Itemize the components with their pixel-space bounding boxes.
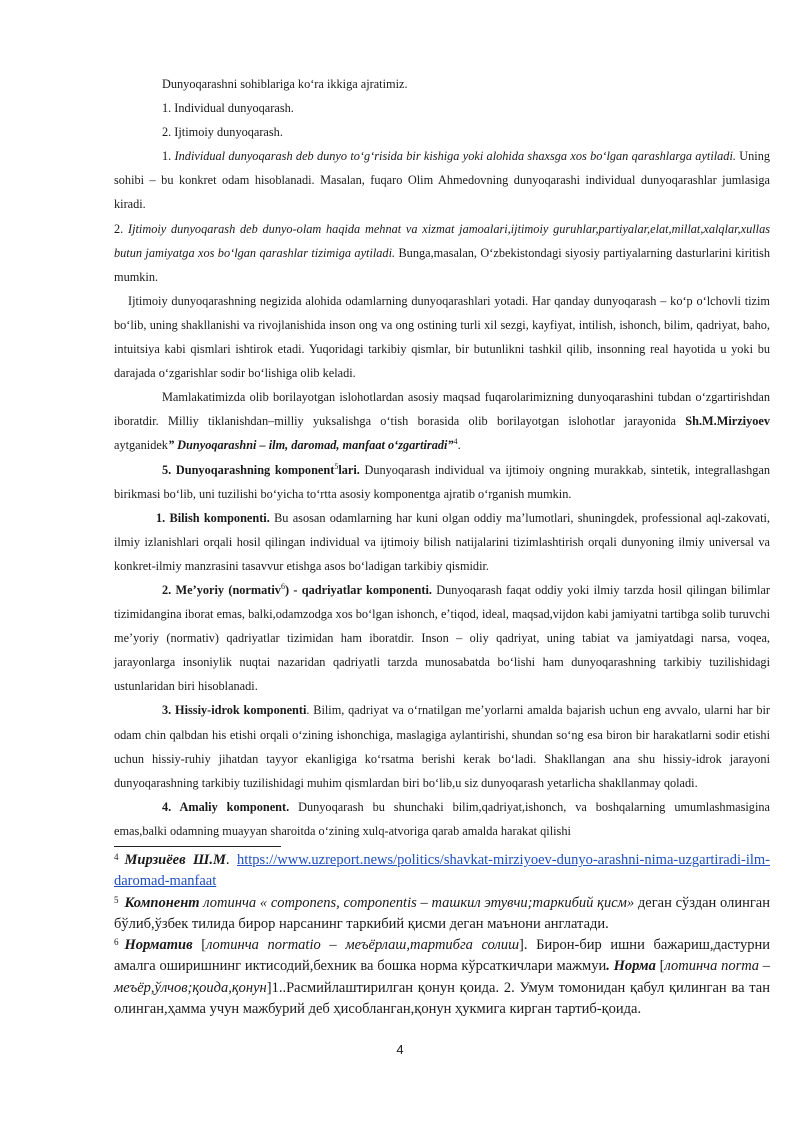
paragraph-components-heading: 5. Dunyoqarashning komponent$^5$lari. Dunyoqarash individual va ijtimoiy ongning murakkab, sintetik, integrallashgan birikmasi boʻlib, uni tuzilishi boʻyicha toʻrtta asosiy komponentga ajratib oʻrganish mumkin. <box>114 461 771 501</box>
footnote-divider <box>114 846 281 847</box>
list-item-individual: 1. Individual dunyoqarash. <box>162 101 294 116</box>
component-heading-cognitive: 1. Bilish komponenti. <box>156 510 270 525</box>
component-heading-emotional: 3. Hissiy-idrok komponenti <box>162 703 307 718</box>
paragraph-practical-component: 4. Amaliy komponent. Dunyoqarash bu shunchaki bilim,qadriyat,ishonch, va boshqalarning umumlashmasigina emas,balki odamning muayyan sharoitda oʻzining xulq-atvoriga qarab amalda harakat qilishi <box>114 799 770 838</box>
footnote-author: Мирзиёев Ш.М <box>124 852 226 868</box>
paragraph-normative-component: 2. Meʼyoriy (normativ$^6$) - qadriyatlar komponenti. Dunyoqarash faqat oddiy yoki ilmiy tarzda hosil qilingan bilimlar tizimidangina iborat emas, balki,odamzodga xos boʻlgan ishonch, eʼtiqod, ideal, maqsad,vijdon kabi jamiyatni tartibga solib turuvchi meʼyoriy (normativ) qadriyatlar tizimidan ham iboratdir. Inson – oliy qadriyat, uning tabiat va jamiyatdagi narsa, voqea, jarayonlarga insoniylik nuqtai nazaridan qadriyatli tarzda munosabatda boʻlishi ham dunyoqarashning tarkibiy tuzilishidagi ustunlaridan biri hisoblanadi. <box>114 581 771 694</box>
section-heading: 5. Dunyoqarashning komponent <box>162 462 335 477</box>
definition-social: Ijtimoiy dunyoqarash deb dunyo-olam haqida mehnat va xizmat jamoalari,ijtimoiy guruhlar,partiyalar,elat,millat,xalqlar,xullas butun jamiyatga xos boʻlgan qarashlar tizimiga aytiladi. <box>114 221 771 260</box>
footnote-link[interactable]: https://www.uzreport.news/politics/shavkat-mirziyoev-dunyo-arashni-nima-uzgartiradi-ilm-daromad-manfaat <box>114 852 770 890</box>
footnote-5: $^5$ Компонент лотинча « componens, componentis – ташкил этувчи;таркибий қисм» деган сўздан олинган бўлиб,ўзбек тилида бирор нарсанинг таркибий қисми деган маънони англатади. <box>114 894 770 932</box>
footnote-term-component: Компонент <box>124 894 200 911</box>
list-item-social: 2. Ijtimoiy dunyoqarash. <box>162 125 283 140</box>
paragraph-intro: Dunyoqarashni sohiblariga koʻra ikkiga ajratimiz. <box>162 77 408 91</box>
footnotes <box>114 850 770 1020</box>
component-heading-normative: 2. Meʼyoriy (normativ <box>162 582 281 597</box>
definition-individual: Individual dunyoqarash deb dunyo toʻgʻrisida bir kishiga yoki alohida shaxsga xos boʻlgan qarashlarga aytiladi. <box>174 149 736 164</box>
main-text <box>114 72 770 843</box>
footnote-ref-5[interactable]: 5 <box>334 461 339 471</box>
paragraph-individual-definition: 1. Individual dunyoqarash deb dunyo toʻgʻrisida bir kishiga yoki alohida shaxsga xos boʻlgan qarashlarga aytiladi. Uning sohibi – bu konkret odam hisoblanadi. Masalan, fuqaro Olim Ahmedovning dunyoqarashi individual dunyoqarashlar jumlasiga kiradi. <box>114 149 771 212</box>
footnote-ref-4[interactable]: 4 <box>453 437 458 447</box>
author-name: Sh.M.Mirziyoev <box>685 414 770 429</box>
footnote-term-normative: Норматив <box>124 937 193 954</box>
footnote-term-norma: . Норма <box>606 958 656 975</box>
component-heading-practical: 4. Amaliy komponent. <box>162 799 290 814</box>
paragraph-cognitive-component: 1. Bilish komponenti. Bu asosan odamlarning har kuni olgan oddiy maʼlumotlari, shuningdek, professional aql-zakovati, ilmiy izlanishlari orqali hosil qilingan individual va ijtimoiy bilish natijalarini tizimlashtirish orqali dunyoning ilmiy universal va konkret-ilmiy manzrasini tasavvur etishga asos boʻladigan tarkibiy qismidir. <box>114 510 770 573</box>
footnote-6: $^6$ Норматив [лотинча normatio – меъёрлаш,тартибга солиш]. Бирон-бир ишни бажариш,дастурни амалга оширишнинг иктисодий,бехник ва бошка норма кўрсаткичлари мажмуи. Норма [лотинча norma –меъёр,ўлчов;қоида,қонун]1..Расмийлаштирилган қонун қоида. 2. Умум томонидан қабул қилинган ва тан олинган,ҳамма учун мажбурий деб ҳисобланган,қонун ҳукмига кирган тартиб-қоида. <box>114 937 770 1018</box>
page-number: 4 <box>396 1042 404 1057</box>
paragraph-social-basis: Ijtimoiy dunyoqarashning negizida alohida odamlarning dunyoqarashlari yotadi. Har qanday dunyoqarash – koʻp oʻlchovli tizim boʻlib, uning shakllanishi va rivojlanishida inson ong va ong ostining turli xil sezgi, kayfiyat, intilish, ishonch, bilim, qadriyat, baho, intuitsiya kabi qismlari ishtirok etadi. Yuqoridagi tarkibiy qismlar, bir butunlikni tashkil qilib, insonning real hayotida u yoki bu darajada oʻzgarishlar sodir boʻlishiga olib keladi. <box>114 293 770 381</box>
footnote-4: $^4$ Мирзиёев Ш.М. https://www.uzreport.news/politics/shavkat-mirziyoev-dunyo-arashni-nima-uzgartiradi-ilm-daromad-manfaat <box>114 852 770 890</box>
quote: ” Dunyoqarashni – ilm, daromad, manfaat oʻzgartiradi” <box>167 438 454 453</box>
paragraph-reforms: Mamlakatimizda olib borilayotgan islohotlardan asosiy maqsad fuqarolarimizning dunyoqarashini tubdan oʻzgartirishdan iboratdir. Milliy tiklanishdan–milliy yuksalishga oʻtish borasida olib borilayotgan islohotlar jarayonida Sh.M.Mirziyoev aytganidek” Dunyoqarashni – ilm, daromad, manfaat oʻzgartiradi”$^4$. <box>114 390 770 453</box>
paragraph-emotional-component: 3. Hissiy-idrok komponenti. Bilim, qadriyat va oʻrnatilgan meʼyorlarni amalda bajarish uchun eng avvalo, ularni har bir odam chin qalbdan his etishi orqali oʻzining ishonchiga, maslagiga aylantirishi, shundan soʻng esa biron bir harakatlarni sodir etishi uchun hissiy-ruhiy jihatdan tayyor ekanligiga koʻrsatma berishi kerak boʻladi. Shakllangan ana shu hissiy-idrok jarayoni dunyoqarashning tarkibiy tuzilishidagi muhim qismlardan biri boʻlib,u siz dunyoqarash yetarlicha shakllanmay qoladi. <box>114 703 770 790</box>
paragraph-social-definition: 2. Ijtimoiy dunyoqarash deb dunyo-olam haqida mehnat va xizmat jamoalari,ijtimoiy guruhlar,partiyalar,elat,millat,xalqlar,xullas butun jamiyatga xos boʻlgan qarashlar tizimiga aytiladi. Bunga,masalan, Oʻzbekistondagi siyosiy partiyalarning dasturlarini kiritish mumkin. <box>114 221 771 284</box>
footnote-ref-6[interactable]: 6 <box>280 581 285 591</box>
